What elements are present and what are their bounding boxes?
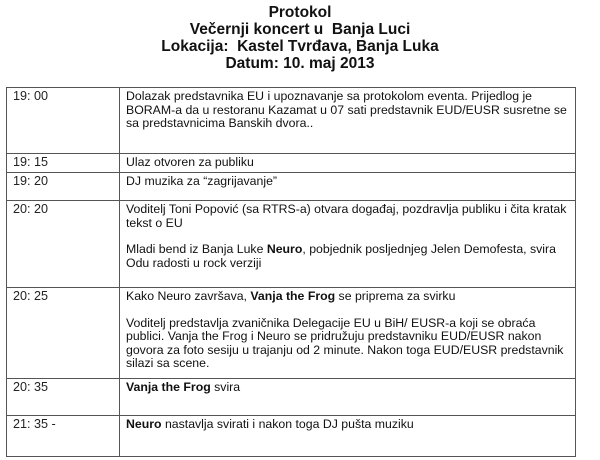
time-cell: 20: 25 <box>7 288 120 379</box>
schedule-row <box>7 201 576 288</box>
description-cell <box>120 154 576 173</box>
description-cell <box>120 379 576 416</box>
description-text: nastavlja svirati i nakon toga DJ pušta muziku <box>161 417 414 431</box>
schedule-row <box>7 154 576 173</box>
event-date: Datum: 10. maj 2013 <box>225 55 375 72</box>
description-text: Voditelj predstavlja zvaničnika Delegacije EU u BiH/ EUSR-a koji se obraća publici. Vanja the Frog i Neuro se pridružuju predstavniku EUD/EUSR nakon govora za foto sesiju u trajanju od 2 minute. Nakon toga EUD/EUSR predstavnik silazi sa scene. <box>126 315 564 371</box>
description-paragraph <box>126 418 569 432</box>
highlighted-name: Vanja the Frog <box>250 289 336 303</box>
highlighted-name: Neuro <box>126 417 162 431</box>
time-cell: 21: 35 - <box>7 416 120 457</box>
document-title: Protokol <box>268 4 332 21</box>
time-cell: 19: 20 <box>7 173 120 201</box>
highlighted-name: Neuro <box>266 242 303 257</box>
description-paragraph <box>126 290 569 304</box>
description-text: se priprema za svirku <box>335 289 456 303</box>
description-cell <box>120 416 576 457</box>
description-text: DJ muzika za “zagrijavanje” <box>126 174 278 188</box>
event-location: Lokacija: Kastel Tvrđava, Banja Luka <box>161 38 439 55</box>
highlighted-name: Vanja the Frog <box>126 380 211 394</box>
schedule-row <box>7 416 576 457</box>
description-text: Mladi bend iz Banja Luke <box>126 242 267 257</box>
description-cell <box>120 88 576 154</box>
description-paragraph <box>126 317 569 371</box>
description-text: Voditelj Toni Popović (sa RTRS-a) otvara događaj, pozdravlja publiku i čita kratak tekst o EU <box>126 202 567 230</box>
description-cell <box>120 173 576 201</box>
description-text: Dolazak predstavnika EU i upoznavanje sa protokolom eventa. Prijedlog je BORAM-a da u restoranu Kazamat u 07 sati predstavnik EUD/EUSR susretne se sa predstavnicima Banskih dvora.. <box>126 89 567 131</box>
description-text: Ulaz otvoren za publiku <box>126 155 254 169</box>
time-cell: 19: 15 <box>7 154 120 173</box>
description-text: , pobjednik posljednjeg Jelen Demofesta, svira Odu radosti u rock verziji <box>126 242 556 270</box>
schedule-row <box>7 288 576 379</box>
schedule-row <box>7 173 576 201</box>
schedule-row <box>7 88 576 154</box>
schedule-row <box>7 379 576 416</box>
description-paragraph <box>126 156 569 170</box>
description-text: Kako Neuro završava, <box>126 289 251 303</box>
description-cell <box>120 288 576 379</box>
description-paragraph <box>126 90 569 131</box>
description-paragraph <box>126 381 569 395</box>
description-paragraph <box>126 203 569 230</box>
description-paragraph <box>126 243 569 270</box>
event-subtitle: Večernji koncert u Banja Luci <box>189 21 411 38</box>
time-cell: 20: 20 <box>7 201 120 288</box>
schedule-body <box>7 88 576 457</box>
description-paragraph <box>126 175 569 189</box>
time-cell: 19: 00 <box>7 88 120 154</box>
description-cell <box>120 201 576 288</box>
description-text: svira <box>210 380 241 394</box>
time-cell: 20: 35 <box>7 379 120 416</box>
schedule-table <box>6 87 576 457</box>
document-header <box>0 4 600 72</box>
